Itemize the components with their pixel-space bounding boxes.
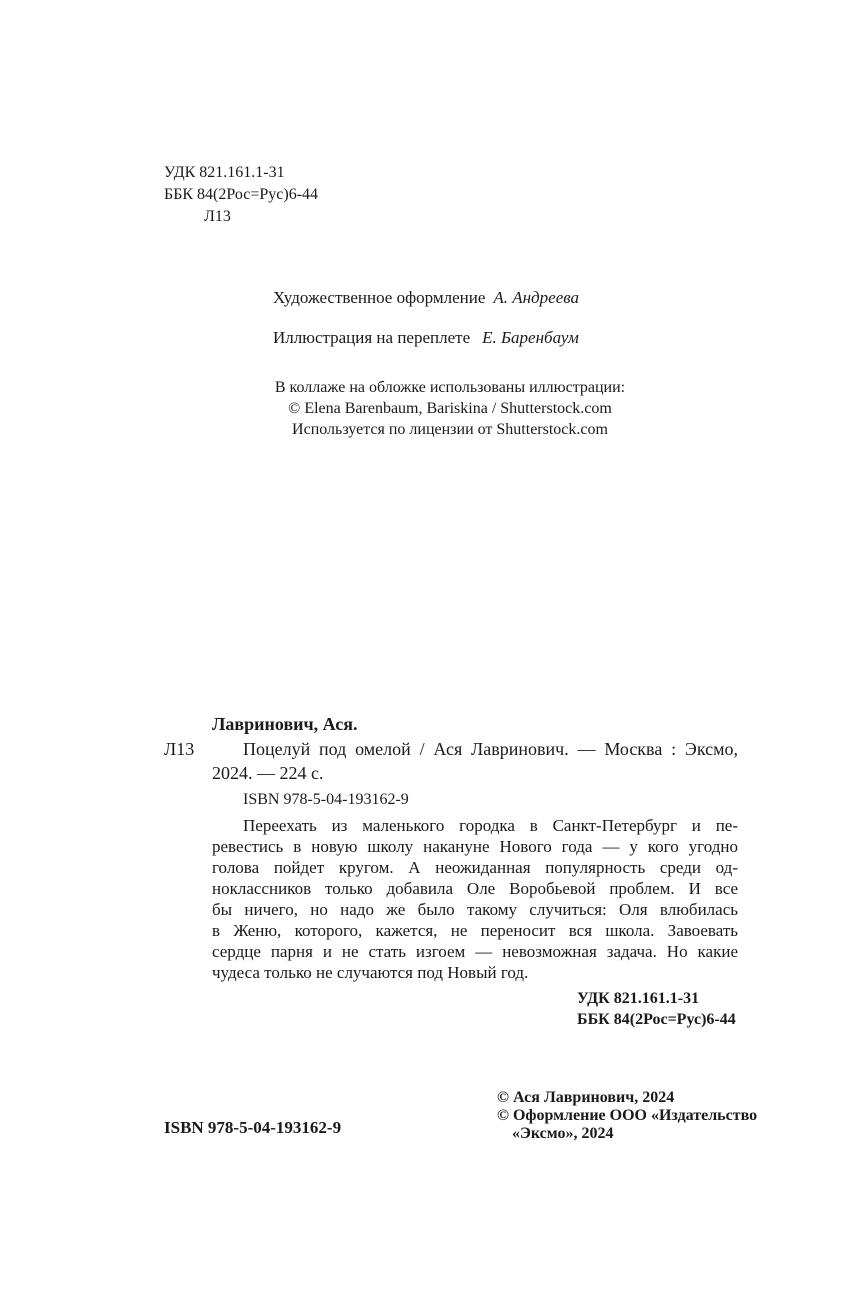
design-label: Художественное оформление bbox=[273, 288, 486, 307]
illustration-name: Е. Баренбаум bbox=[482, 328, 579, 347]
annotation-line-1: Переехать из маленького городка в Санкт-Петербург и пе- bbox=[243, 816, 738, 835]
copyright-author: © Ася Лавринович, 2024 bbox=[497, 1089, 675, 1106]
annotation-line-8: чудеса только не случаются под Новый год. bbox=[212, 963, 529, 982]
udk-top: УДК 821.161.1-31 bbox=[164, 164, 285, 181]
design-name: А. Андреева bbox=[493, 288, 580, 307]
catalog-title-line-2: 2024. — 224 с. bbox=[212, 763, 324, 783]
collage-line-1: В коллаже на обложке использованы иллюстрации: bbox=[274, 379, 626, 396]
annotation-line-2: ревестись в новую школу накануне Нового года — у кого угодно bbox=[212, 837, 738, 856]
copyright-design-2: «Эксмо», 2024 bbox=[512, 1125, 614, 1142]
illustration-credit bbox=[273, 327, 579, 348]
catalog-author-sign: Л13 bbox=[164, 739, 195, 759]
design-credit bbox=[273, 287, 579, 308]
author-sign-top: Л13 bbox=[204, 208, 231, 225]
udk-card: УДК 821.161.1-31 bbox=[577, 990, 700, 1007]
annotation-line-6: в Женю, которого, кажется, не переносит вся школа. Завоевать bbox=[212, 921, 738, 940]
collage-line-2: © Elena Barenbaum, Bariskina / Shutterstock.com bbox=[288, 400, 612, 417]
illustration-label: Иллюстрация на переплете bbox=[273, 328, 471, 347]
annotation-line-4: ноклассников только добавила Оле Воробьевой проблем. И все bbox=[212, 879, 738, 898]
copyright-design-1: © Оформление ООО «Издательство bbox=[497, 1107, 758, 1124]
catalog-title-line-1: Поцелуй под омелой / Ася Лавринович. — Москва : Эксмо, bbox=[243, 739, 738, 759]
catalog-isbn: ISBN 978-5-04-193162-9 bbox=[243, 791, 409, 808]
footer-isbn: ISBN 978-5-04-193162-9 bbox=[164, 1118, 342, 1137]
collage-line-3: Используется по лицензии от Shutterstock.com bbox=[292, 421, 608, 438]
annotation-line-3: голова пойдет кругом. А неожиданная популярность среди од- bbox=[212, 858, 738, 877]
bbk-top: ББК 84(2Рос=Рус)6-44 bbox=[164, 186, 319, 203]
annotation-line-5: бы ничего, но надо же было такому случиться: Оля влюбилась bbox=[212, 900, 738, 919]
annotation-line-7: сердце парня и не стать изгоем — невозможная задача. Но какие bbox=[212, 942, 738, 961]
bbk-card: ББК 84(2Рос=Рус)6-44 bbox=[577, 1011, 736, 1028]
catalog-author: Лавринович, Ася. bbox=[212, 714, 358, 734]
